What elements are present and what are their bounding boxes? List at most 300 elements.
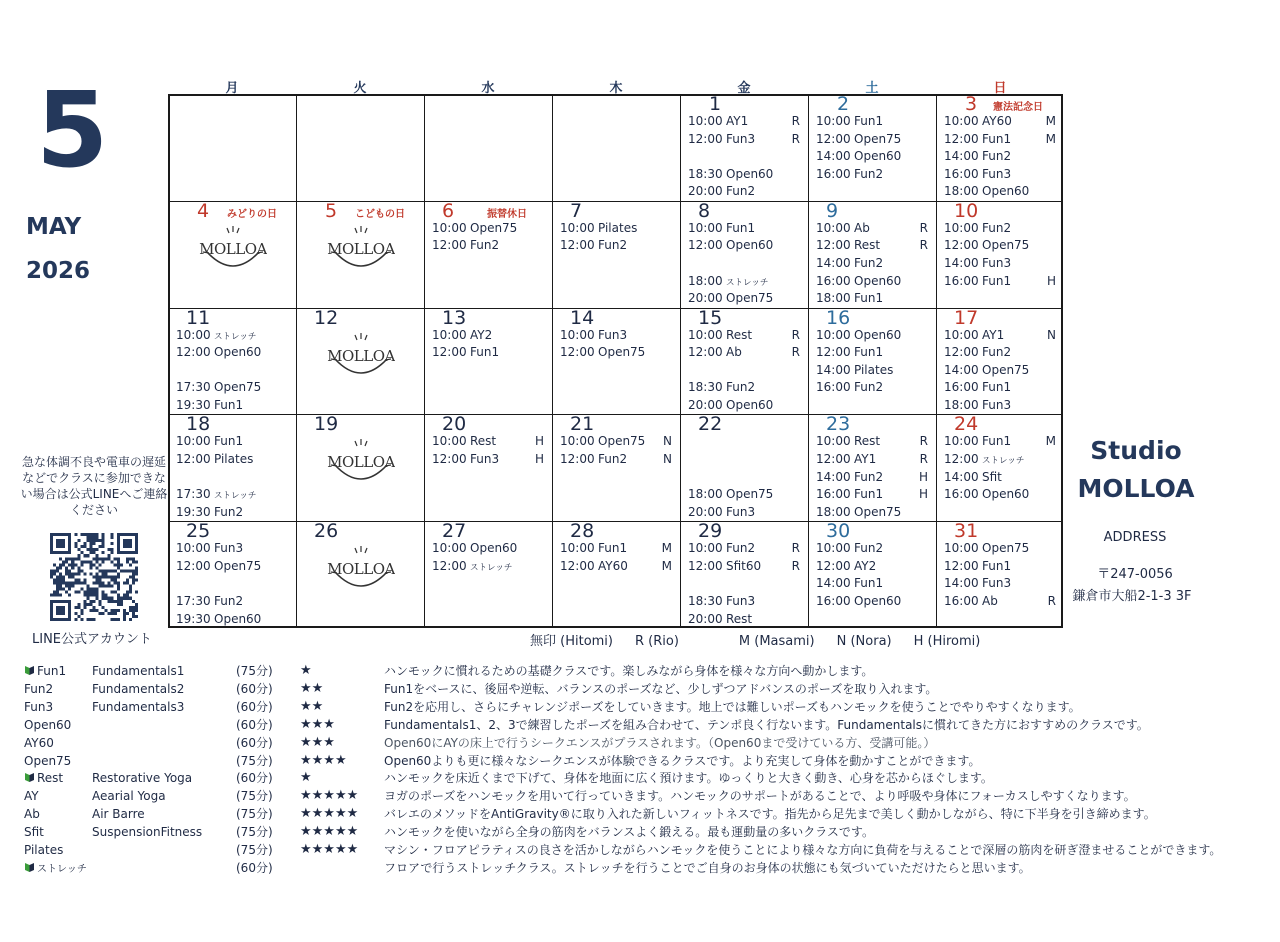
class-name-label: ストレッチ [214,491,257,502]
time-label: 12:00 [816,238,851,253]
calendar-day-cell[interactable] [553,415,680,521]
class-entry[interactable] [816,273,928,289]
calendar-day-cell[interactable] [809,202,936,308]
class-entry[interactable] [944,183,1056,199]
calendar-day-cell[interactable] [681,309,808,415]
class-name-label: Pilates [854,362,894,377]
class-name-label: Fun2 [982,220,1012,235]
day-number: 2 [837,95,850,115]
class-entry[interactable] [432,220,544,236]
class-entry[interactable] [688,397,800,413]
class-entry[interactable] [816,344,928,360]
class-name-label: Open75 [470,220,518,235]
course-difficulty-stars: ★ [300,770,312,786]
class-entry[interactable] [944,558,1056,574]
class-name-label: Ab [726,345,742,360]
time-label: 10:00 [688,541,723,556]
course-difficulty-stars: ★★★★ [300,752,347,768]
instructor-code: R [791,541,800,556]
time-label: 12:00 [688,558,723,573]
class-name-label: Open60 [726,166,774,181]
class-name-label: Fun3 [982,576,1012,591]
time-label: 16:00 [944,380,979,395]
notice-text: 急な体調不良や電車の遅延などでクラスに参加できない場合は公式LINEへご連絡ください [20,455,168,517]
time-label: 19:30 [176,397,211,412]
class-name-label: Open60 [214,345,262,360]
class-name-label: ストレッチ [214,331,257,342]
course-duration: (75分) [236,789,273,804]
course-code [24,734,92,752]
course-code-text: Fun2 [24,681,54,696]
time-label: 14:00 [944,149,979,164]
class-name-label: Fun2 [214,593,244,608]
time-label: 10:00 [176,434,211,449]
class-entry[interactable] [560,558,672,574]
class-entry[interactable] [688,344,800,360]
class-entry[interactable] [816,593,928,609]
instructor-code: R [791,327,800,342]
course-description: ハンモックに慣れるための基礎クラスです。楽しみながら身体を様々な方向へ動かします。 [384,664,874,678]
time-label: 12:00 [688,345,723,360]
time-label: 12:00 [688,131,723,146]
class-entry[interactable] [560,344,672,360]
calendar-day-cell[interactable] [809,309,936,415]
class-entry[interactable] [176,540,288,556]
instructor-code: H [1046,273,1056,288]
day-number: 13 [442,308,467,329]
class-entry[interactable] [816,469,928,485]
class-name-label: AY60 [598,558,628,573]
instructor-legend-item: N (Nora) [836,634,892,649]
class-entry[interactable] [944,433,1056,449]
holiday-name: 憲法記念日 [993,102,1043,113]
class-name-label: Fun2 [726,184,756,199]
calendar-day-cell[interactable] [937,522,1064,628]
class-entry[interactable] [816,540,928,556]
class-name-label: AY2 [854,558,877,573]
calendar-day-cell[interactable] [297,415,424,521]
class-entry[interactable] [432,540,544,556]
time-label: 12:00 [560,558,595,573]
class-entry[interactable] [688,611,800,627]
time-label: 18:30 [688,380,723,395]
class-entry[interactable] [176,504,288,520]
calendar-day-cell[interactable] [937,202,1064,308]
day-number: 16 [826,308,851,329]
class-name-label: Ab [982,593,998,608]
instructor-code: R [791,558,800,573]
course-description: ヨガのポーズをハンモックを用いて行っていきます。ハンモックのサポートがあることで、より呼吸や身体にフォーカスしやすくなります。 [384,789,1136,804]
class-entry[interactable] [816,113,928,129]
time-label: 12:00 [944,238,979,253]
line-qr-code[interactable] [50,533,138,621]
course-code [24,662,92,680]
day-number: 31 [954,522,979,543]
class-entry[interactable] [944,575,1056,591]
class-entry[interactable] [816,433,928,449]
class-entry[interactable] [944,362,1056,378]
class-entry[interactable] [688,379,800,395]
class-name-label: Open75 [598,434,646,449]
class-entry[interactable] [816,362,928,378]
instructor-code: R [791,131,800,146]
class-entry[interactable] [688,486,800,502]
day-number: 6 [442,201,455,222]
day-number: 17 [954,308,979,329]
class-name-label: Pilates [214,451,254,466]
time-label: 20:00 [688,291,723,306]
time-label: 12:00 [176,558,211,573]
class-entry[interactable] [816,486,928,502]
class-entry[interactable] [944,148,1056,164]
class-name-label: Fun1 [598,541,628,556]
course-duration: (75分) [236,807,273,822]
time-label: 19:30 [176,504,211,519]
calendar-day-cell[interactable] [681,202,808,308]
class-entry[interactable] [560,220,672,236]
course-code-text: Fun1 [37,664,67,678]
class-name-label: Open60 [982,487,1030,502]
course-full-name: SuspensionFitness [92,825,203,840]
time-label: 12:00 [944,131,979,146]
class-name-label: Rest [726,611,753,626]
day-number: 29 [698,522,723,543]
class-entry[interactable] [816,166,928,182]
class-name-label: Open75 [598,345,646,360]
calendar-day-cell[interactable] [553,309,680,415]
time-label: 17:30 [176,593,211,608]
calendar-day-cell[interactable] [425,202,552,308]
course-code [24,698,92,716]
class-entry[interactable] [816,148,928,164]
class-name-label: Fun1 [982,558,1012,573]
class-name-label: Fun2 [982,345,1012,360]
class-entry[interactable] [176,379,288,395]
time-label: 10:00 [432,541,467,556]
class-name-label: Open75 [982,362,1030,377]
class-name-label: Open60 [854,273,902,288]
time-label: 12:00 [432,238,467,253]
class-entry[interactable] [432,433,544,449]
class-entry[interactable] [688,593,800,609]
class-entry[interactable] [816,237,928,253]
time-label: 10:00 [560,327,595,342]
calendar-day-cell[interactable] [681,95,808,201]
class-name-label: Open60 [726,238,774,253]
course-code-text: Fun3 [24,699,54,714]
calendar-day-cell[interactable] [297,202,424,308]
course-code [24,769,92,787]
calendar-day-cell[interactable] [169,415,296,521]
class-entry[interactable] [944,166,1056,182]
calendar-day-cell[interactable] [809,522,936,628]
instructor-legend-item: H (Hiromi) [913,634,981,649]
class-name-label: Open75 [982,541,1030,556]
day-number: 15 [698,308,723,329]
class-entry[interactable] [816,558,928,574]
class-entry[interactable] [944,113,1056,129]
class-entry[interactable] [816,504,928,520]
time-label: 10:00 [816,114,851,128]
course-description: ハンモックを床近くまで下げて、身体を地面に広く預けます。ゆっくりと大きく動き、心身を芯からほぐします。 [384,771,993,786]
class-name-label: Open75 [726,291,774,306]
calendar-day-cell[interactable] [425,309,552,415]
class-entry[interactable] [944,451,1056,469]
course-full-name: Fundamentals3 [92,699,185,714]
class-entry[interactable] [432,451,544,467]
time-label: 12:00 [560,238,595,253]
course-code [24,859,92,879]
class-entry[interactable] [944,237,1056,253]
class-entry[interactable] [176,344,288,360]
course-duration: (75分) [236,664,273,678]
class-entry[interactable] [176,486,288,504]
day-number: 11 [186,308,211,329]
class-name-label: Fun1 [726,220,756,235]
class-entry[interactable] [944,469,1056,485]
time-label: 12:00 [176,345,211,360]
class-entry[interactable] [432,327,544,343]
instructor-code: N [1047,327,1056,342]
class-entry[interactable] [688,113,800,129]
class-name-label: Rest [726,327,753,342]
time-label: 18:00 [816,291,851,306]
time-label: 10:00 [816,220,851,235]
holiday-name: みどりの日 [227,208,277,220]
class-name-label: Fun3 [470,451,500,466]
day-number: 27 [442,522,467,543]
time-label: 12:00 [816,345,851,360]
class-entry[interactable] [560,540,672,556]
class-name-label: Fun1 [982,380,1012,395]
time-label: 12:00 [816,451,851,466]
class-entry[interactable] [176,327,288,345]
weekday-label: 木 [609,81,623,96]
class-entry[interactable] [560,433,672,449]
class-entry[interactable] [944,131,1056,147]
calendar-day-cell[interactable] [681,415,808,521]
class-entry[interactable] [816,131,928,147]
class-entry[interactable] [944,344,1056,360]
class-name-label: Fun3 [598,327,628,342]
time-label: 19:30 [176,611,211,626]
course-description: バレエのメソッドをAntiGravity®に取り入れた新しいフィットネスです。指先から足先まで美しく動かしながら、特に下半身を引き締めます。 [384,807,1156,822]
course-duration: (75分) [236,753,273,768]
molloa-logo [327,435,395,489]
class-name-label: Fun3 [726,593,756,608]
time-label: 10:00 [176,541,211,556]
time-label: 16:00 [816,487,851,502]
time-label: 10:00 [944,114,979,128]
weekday-label: 金 [737,81,751,96]
class-entry[interactable] [688,131,800,147]
calendar-day-cell[interactable] [425,522,552,628]
class-entry[interactable] [816,379,928,395]
class-entry[interactable] [944,327,1056,343]
instructor-code: R [1047,593,1056,608]
class-name-label: Fun1 [854,114,884,128]
calendar-day-cell[interactable] [553,202,680,308]
class-name-label: Open75 [214,558,262,573]
studio-name-line1: Studio [1090,436,1182,465]
weekday-label: 火 [353,81,367,96]
class-name-label: AY2 [470,327,493,342]
weekday-label: 水 [481,81,495,96]
instructor-legend-item: 無印 (Hitomi) [530,634,613,649]
class-entry[interactable] [176,433,288,449]
class-entry[interactable] [816,220,928,236]
course-code-text: Open60 [24,717,72,732]
class-entry[interactable] [688,327,800,343]
class-entry[interactable] [816,451,928,467]
course-code [24,841,92,859]
class-entry[interactable] [688,183,800,199]
class-entry[interactable] [176,397,288,413]
time-label: 18:30 [688,166,723,181]
class-entry[interactable] [176,558,288,574]
class-entry[interactable] [944,255,1056,271]
calendar-day-cell[interactable] [169,202,296,308]
class-entry[interactable] [944,220,1056,236]
class-entry[interactable] [560,327,672,343]
class-entry[interactable] [688,220,800,236]
class-entry[interactable] [432,344,544,360]
class-name-label: Fun2 [726,541,756,556]
calendar-day-cell[interactable] [169,522,296,628]
class-name-label: Open75 [982,238,1030,253]
course-description: Open60よりも更に様々なシークエンスが体験できるクラスです。より充実して身体を動かすことができます。 [384,753,981,768]
time-label: 12:00 [432,451,467,466]
class-entry[interactable] [688,504,800,520]
course-description: ハンモックを使いながら全身の筋肉をバランスよく鍛える。最も運動量の多いクラスです。 [384,825,874,840]
calendar-day-cell[interactable] [937,309,1064,415]
class-entry[interactable] [816,327,928,343]
time-label: 14:00 [944,576,979,591]
class-entry[interactable] [176,611,288,627]
class-entry[interactable] [944,273,1056,289]
class-name-label: AY60 [982,114,1012,128]
time-label: 18:00 [944,184,979,199]
time-label: 12:00 [432,558,467,573]
class-entry[interactable] [944,593,1056,609]
svg-text:MOLLOA: MOLLOA [327,239,395,258]
class-entry[interactable] [688,166,800,182]
course-code-text: Ab [24,807,40,822]
course-code-text: Sfit [24,825,44,840]
class-entry[interactable] [176,593,288,609]
class-name-label: AY1 [982,327,1005,342]
time-label: 16:00 [816,273,851,288]
class-name-label: Fun2 [470,238,500,253]
course-code-text: Rest [37,771,64,786]
class-name-label: Fun2 [854,541,884,556]
class-entry[interactable] [944,397,1056,413]
class-entry[interactable] [176,451,288,467]
class-entry[interactable] [944,379,1056,395]
class-entry[interactable] [560,451,672,467]
class-name-label: Open75 [726,487,774,502]
day-number: 18 [186,415,211,436]
class-entry[interactable] [816,575,928,591]
time-label: 10:00 [944,220,979,235]
calendar-day-cell[interactable] [169,309,296,415]
class-name-label: Fun2 [726,380,756,395]
course-code [24,716,92,734]
calendar-day-cell[interactable] [425,415,552,521]
calendar-day-cell[interactable] [297,522,424,628]
zip-code: 〒247-0056 [1097,567,1173,582]
instructor-legend-item: R (Rio) [635,634,679,649]
calendar-day-cell[interactable] [681,522,808,628]
instructor-code: H [918,487,928,502]
calendar-day-cell[interactable] [937,95,1064,201]
class-entry[interactable] [688,290,800,306]
time-label: 10:00 [816,541,851,556]
instructor-code: H [534,451,544,466]
course-duration: (75分) [236,843,273,857]
class-entry[interactable] [816,255,928,271]
class-name-label: Open75 [854,504,902,519]
class-entry[interactable] [688,558,800,574]
class-entry[interactable] [688,540,800,556]
class-name-label: Fun1 [214,397,244,412]
time-label: 17:30 [176,380,211,395]
weekday-label: 月 [225,81,239,96]
class-name-label: Fun2 [214,504,244,519]
time-label: 20:00 [688,184,723,199]
time-label: 14:00 [944,255,979,270]
time-label: 18:00 [816,504,851,519]
class-name-label: Ab [854,220,870,235]
course-difficulty-stars: ★ [300,663,312,678]
course-difficulty-stars: ★★★★★ [300,806,359,822]
class-entry[interactable] [688,273,800,291]
calendar-day-cell[interactable] [297,309,424,415]
day-number: 12 [314,308,339,329]
instructor-code: H [918,469,928,484]
class-name-label: Fun3 [982,166,1012,181]
weekday-label: 土 [865,81,879,96]
time-label: 10:00 [432,327,467,342]
class-entry[interactable] [688,237,800,253]
time-label: 16:00 [944,166,979,181]
molloa-logo [327,222,395,276]
time-label: 10:00 [560,220,595,235]
course-full-name: Fundamentals1 [92,664,185,678]
time-label: 10:00 [944,541,979,556]
class-entry[interactable] [432,237,544,253]
class-entry[interactable] [816,290,928,306]
class-name-label: ストレッチ [470,562,513,573]
day-number: 23 [826,415,851,436]
calendar-day-cell[interactable] [809,95,936,201]
class-name-label: Open60 [854,149,902,164]
time-label: 18:00 [688,487,723,502]
course-full-name: Air Barre [92,807,145,822]
class-entry[interactable] [432,558,544,576]
calendar-day-cell[interactable] [809,415,936,521]
calendar-day-cell[interactable] [937,415,1064,521]
class-name-label: Pilates [598,220,638,235]
instructor-code: N [663,451,672,466]
class-name-label: Fun2 [854,255,884,270]
class-entry[interactable] [944,486,1056,502]
class-entry[interactable] [944,540,1056,556]
class-name-label: Open60 [726,397,774,412]
class-entry[interactable] [560,237,672,253]
calendar-day-cell[interactable] [553,522,680,628]
line-account-label: LINE公式アカウント [32,632,152,647]
